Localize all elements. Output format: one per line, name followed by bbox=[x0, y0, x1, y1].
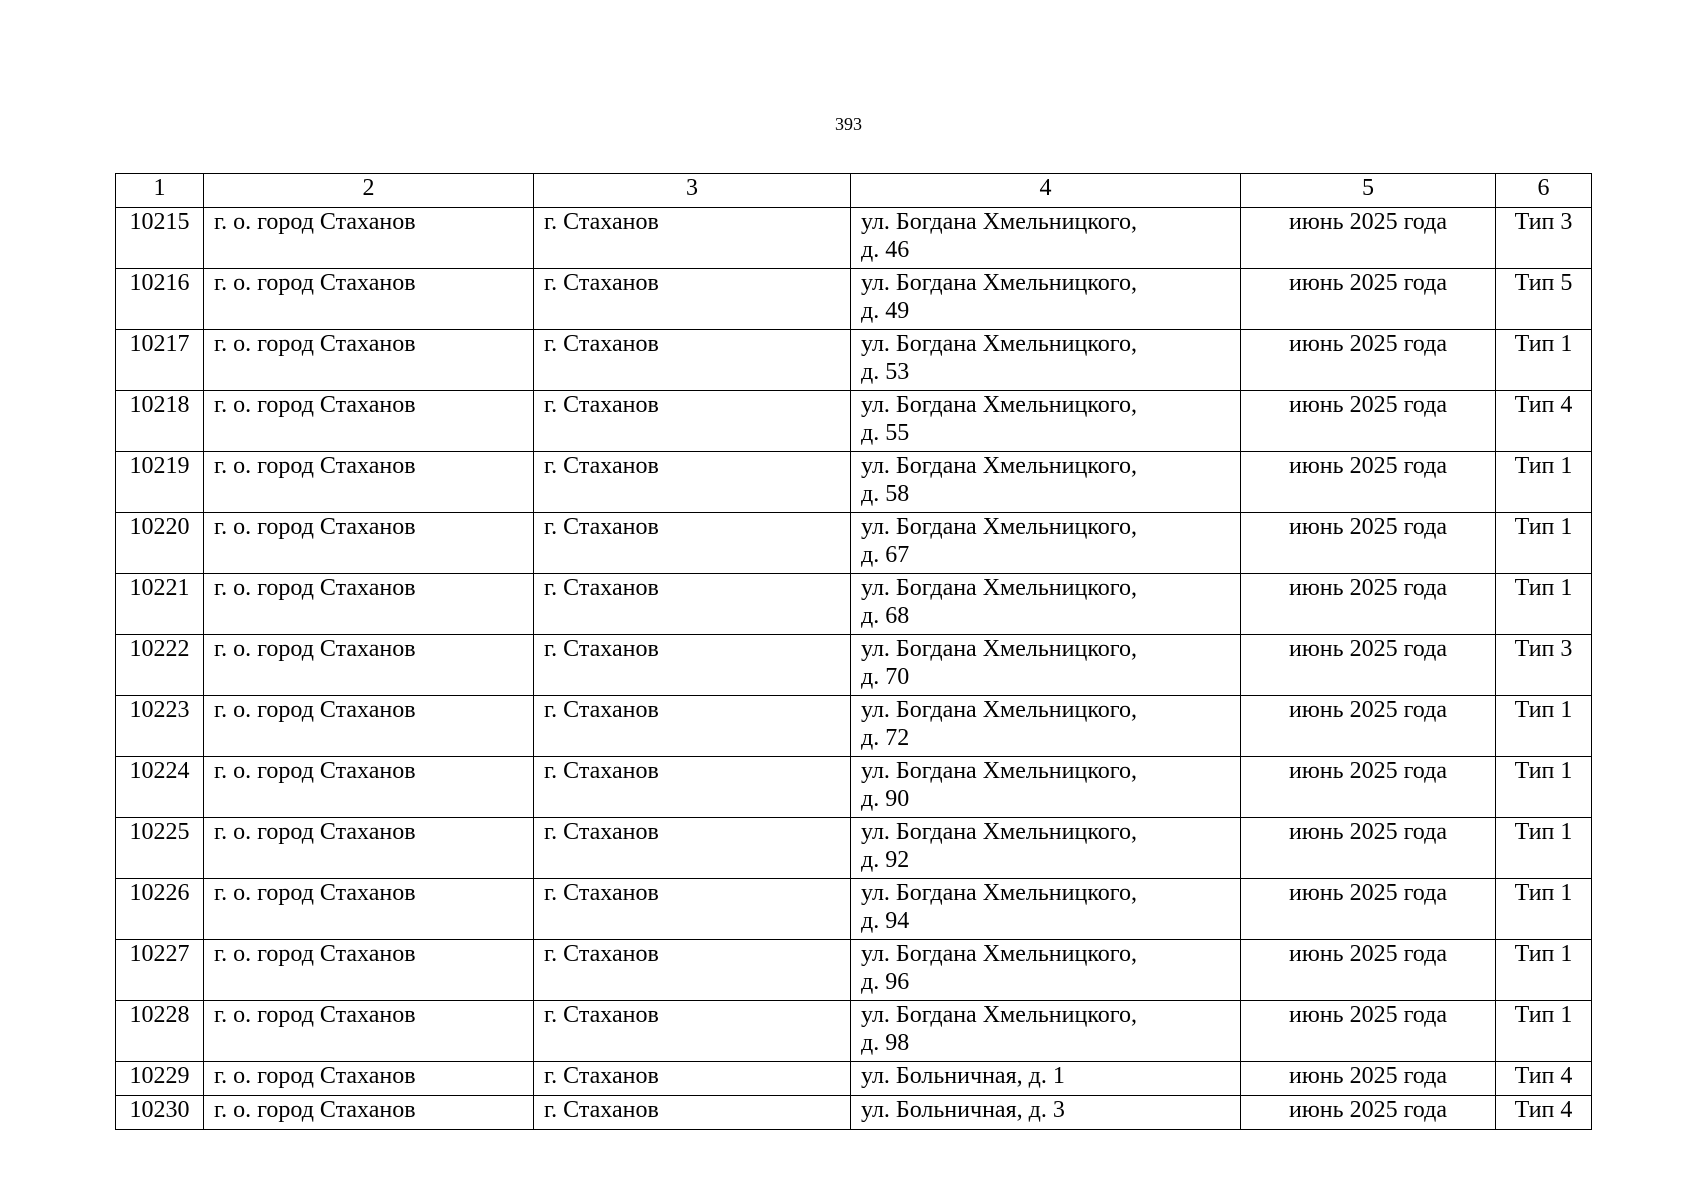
cell-district: г. о. город Стаханов bbox=[204, 452, 534, 513]
address-line-1: ул. Богдана Хмельницкого, bbox=[861, 697, 1138, 723]
address-line-1: ул. Богдана Хмельницкого, bbox=[861, 941, 1138, 967]
table-row bbox=[116, 391, 1592, 452]
cell-district: г. о. город Стаханов bbox=[204, 330, 534, 391]
header-row bbox=[116, 174, 1592, 208]
cell-period: июнь 2025 года bbox=[1241, 208, 1496, 269]
cell-address bbox=[851, 818, 1241, 879]
table-row bbox=[116, 269, 1592, 330]
cell-period: июнь 2025 года bbox=[1241, 940, 1496, 1001]
cell-locality: г. Стаханов bbox=[534, 1096, 851, 1130]
cell-number: 10219 bbox=[116, 452, 204, 513]
cell-address bbox=[851, 940, 1241, 1001]
cell-period: июнь 2025 года bbox=[1241, 1062, 1496, 1096]
cell-locality: г. Стаханов bbox=[534, 696, 851, 757]
cell-address bbox=[851, 879, 1241, 940]
table-row bbox=[116, 330, 1592, 391]
table-row bbox=[116, 879, 1592, 940]
cell-period: июнь 2025 года bbox=[1241, 1001, 1496, 1062]
cell-number: 10222 bbox=[116, 635, 204, 696]
cell-type: Тип 1 bbox=[1496, 940, 1592, 1001]
cell-type: Тип 4 bbox=[1496, 391, 1592, 452]
cell-district: г. о. город Стаханов bbox=[204, 879, 534, 940]
cell-locality: г. Стаханов bbox=[534, 391, 851, 452]
table-row bbox=[116, 940, 1592, 1001]
address-line-2: д. 70 bbox=[861, 664, 910, 690]
column-header-5: 5 bbox=[1241, 174, 1496, 208]
cell-period: июнь 2025 года bbox=[1241, 513, 1496, 574]
address-line-1: ул. Богдана Хмельницкого, bbox=[861, 209, 1138, 235]
register-table bbox=[115, 173, 1592, 1130]
cell-type: Тип 4 bbox=[1496, 1096, 1592, 1130]
column-header-4: 4 bbox=[851, 174, 1241, 208]
cell-period: июнь 2025 года bbox=[1241, 330, 1496, 391]
cell-address bbox=[851, 1062, 1241, 1096]
cell-type: Тип 4 bbox=[1496, 1062, 1592, 1096]
cell-locality: г. Стаханов bbox=[534, 818, 851, 879]
cell-district: г. о. город Стаханов bbox=[204, 635, 534, 696]
cell-locality: г. Стаханов bbox=[534, 1062, 851, 1096]
address-line-2: д. 92 bbox=[861, 847, 910, 873]
cell-period: июнь 2025 года bbox=[1241, 574, 1496, 635]
page-number: 393 bbox=[835, 114, 862, 134]
table-row bbox=[116, 1001, 1592, 1062]
table-row bbox=[116, 696, 1592, 757]
cell-type: Тип 1 bbox=[1496, 757, 1592, 818]
cell-address bbox=[851, 269, 1241, 330]
cell-address bbox=[851, 452, 1241, 513]
address-line-1: ул. Больничная, д. 3 bbox=[861, 1097, 1065, 1123]
address-line-1: ул. Богдана Хмельницкого, bbox=[861, 514, 1138, 540]
cell-period: июнь 2025 года bbox=[1241, 696, 1496, 757]
cell-address bbox=[851, 330, 1241, 391]
cell-type: Тип 5 bbox=[1496, 269, 1592, 330]
cell-district: г. о. город Стаханов bbox=[204, 1001, 534, 1062]
column-header-2: 2 bbox=[204, 174, 534, 208]
table-body bbox=[116, 208, 1592, 1130]
address-line-2: д. 58 bbox=[861, 481, 910, 507]
cell-locality: г. Стаханов bbox=[534, 330, 851, 391]
cell-number: 10223 bbox=[116, 696, 204, 757]
cell-number: 10228 bbox=[116, 1001, 204, 1062]
cell-address bbox=[851, 696, 1241, 757]
cell-number: 10221 bbox=[116, 574, 204, 635]
cell-type: Тип 3 bbox=[1496, 208, 1592, 269]
table-row bbox=[116, 452, 1592, 513]
cell-district: г. о. город Стаханов bbox=[204, 940, 534, 1001]
cell-address bbox=[851, 635, 1241, 696]
cell-locality: г. Стаханов bbox=[534, 1001, 851, 1062]
cell-number: 10220 bbox=[116, 513, 204, 574]
cell-locality: г. Стаханов bbox=[534, 452, 851, 513]
cell-locality: г. Стаханов bbox=[534, 757, 851, 818]
table-row bbox=[116, 513, 1592, 574]
table-row bbox=[116, 1062, 1592, 1096]
address-line-1: ул. Богдана Хмельницкого, bbox=[861, 575, 1138, 601]
address-line-2: д. 55 bbox=[861, 420, 910, 446]
cell-locality: г. Стаханов bbox=[534, 574, 851, 635]
cell-number: 10217 bbox=[116, 330, 204, 391]
cell-type: Тип 1 bbox=[1496, 1001, 1592, 1062]
cell-district: г. о. город Стаханов bbox=[204, 1096, 534, 1130]
cell-number: 10215 bbox=[116, 208, 204, 269]
cell-locality: г. Стаханов bbox=[534, 208, 851, 269]
cell-district: г. о. город Стаханов bbox=[204, 208, 534, 269]
cell-district: г. о. город Стаханов bbox=[204, 574, 534, 635]
address-line-2: д. 72 bbox=[861, 725, 910, 751]
cell-type: Тип 1 bbox=[1496, 696, 1592, 757]
address-line-2: д. 96 bbox=[861, 969, 910, 995]
cell-period: июнь 2025 года bbox=[1241, 818, 1496, 879]
address-line-1: ул. Богдана Хмельницкого, bbox=[861, 1002, 1138, 1028]
cell-period: июнь 2025 года bbox=[1241, 269, 1496, 330]
cell-locality: г. Стаханов bbox=[534, 513, 851, 574]
address-line-2: д. 94 bbox=[861, 908, 910, 934]
address-line-1: ул. Больничная, д. 1 bbox=[861, 1063, 1065, 1089]
cell-type: Тип 1 bbox=[1496, 330, 1592, 391]
address-line-2: д. 49 bbox=[861, 298, 910, 324]
cell-number: 10218 bbox=[116, 391, 204, 452]
cell-period: июнь 2025 года bbox=[1241, 1096, 1496, 1130]
address-line-1: ул. Богдана Хмельницкого, bbox=[861, 636, 1138, 662]
cell-district: г. о. город Стаханов bbox=[204, 513, 534, 574]
cell-locality: г. Стаханов bbox=[534, 269, 851, 330]
cell-locality: г. Стаханов bbox=[534, 635, 851, 696]
column-header-1: 1 bbox=[116, 174, 204, 208]
cell-period: июнь 2025 года bbox=[1241, 391, 1496, 452]
cell-address bbox=[851, 1001, 1241, 1062]
address-line-2: д. 46 bbox=[861, 237, 910, 263]
cell-number: 10226 bbox=[116, 879, 204, 940]
cell-number: 10229 bbox=[116, 1062, 204, 1096]
cell-address bbox=[851, 391, 1241, 452]
cell-type: Тип 1 bbox=[1496, 452, 1592, 513]
table-row bbox=[116, 635, 1592, 696]
cell-type: Тип 1 bbox=[1496, 818, 1592, 879]
cell-number: 10224 bbox=[116, 757, 204, 818]
cell-district: г. о. город Стаханов bbox=[204, 818, 534, 879]
address-line-1: ул. Богдана Хмельницкого, bbox=[861, 392, 1138, 418]
table-row bbox=[116, 757, 1592, 818]
cell-address bbox=[851, 1096, 1241, 1130]
cell-type: Тип 1 bbox=[1496, 513, 1592, 574]
address-line-1: ул. Богдана Хмельницкого, bbox=[861, 819, 1138, 845]
table-row bbox=[116, 574, 1592, 635]
cell-number: 10216 bbox=[116, 269, 204, 330]
cell-district: г. о. город Стаханов bbox=[204, 1062, 534, 1096]
table-row bbox=[116, 1096, 1592, 1130]
address-line-1: ул. Богдана Хмельницкого, bbox=[861, 453, 1138, 479]
cell-address bbox=[851, 574, 1241, 635]
address-line-2: д. 53 bbox=[861, 359, 910, 385]
address-line-1: ул. Богдана Хмельницкого, bbox=[861, 331, 1138, 357]
table-row bbox=[116, 818, 1592, 879]
cell-address bbox=[851, 757, 1241, 818]
cell-period: июнь 2025 года bbox=[1241, 635, 1496, 696]
address-line-1: ул. Богдана Хмельницкого, bbox=[861, 758, 1138, 784]
cell-locality: г. Стаханов bbox=[534, 940, 851, 1001]
cell-number: 10230 bbox=[116, 1096, 204, 1130]
column-header-3: 3 bbox=[534, 174, 851, 208]
cell-period: июнь 2025 года bbox=[1241, 879, 1496, 940]
address-line-2: д. 67 bbox=[861, 542, 910, 568]
address-line-1: ул. Богдана Хмельницкого, bbox=[861, 880, 1138, 906]
cell-district: г. о. город Стаханов bbox=[204, 269, 534, 330]
cell-locality: г. Стаханов bbox=[534, 879, 851, 940]
address-line-2: д. 68 bbox=[861, 603, 910, 629]
cell-address bbox=[851, 208, 1241, 269]
address-line-2: д. 90 bbox=[861, 786, 910, 812]
cell-type: Тип 1 bbox=[1496, 879, 1592, 940]
cell-number: 10225 bbox=[116, 818, 204, 879]
cell-number: 10227 bbox=[116, 940, 204, 1001]
cell-type: Тип 3 bbox=[1496, 635, 1592, 696]
cell-district: г. о. город Стаханов bbox=[204, 757, 534, 818]
cell-district: г. о. город Стаханов bbox=[204, 696, 534, 757]
address-line-2: д. 98 bbox=[861, 1030, 910, 1056]
cell-period: июнь 2025 года bbox=[1241, 452, 1496, 513]
cell-district: г. о. город Стаханов bbox=[204, 391, 534, 452]
column-header-6: 6 bbox=[1496, 174, 1592, 208]
address-line-1: ул. Богдана Хмельницкого, bbox=[861, 270, 1138, 296]
cell-address bbox=[851, 513, 1241, 574]
table-row bbox=[116, 208, 1592, 269]
cell-period: июнь 2025 года bbox=[1241, 757, 1496, 818]
cell-type: Тип 1 bbox=[1496, 574, 1592, 635]
